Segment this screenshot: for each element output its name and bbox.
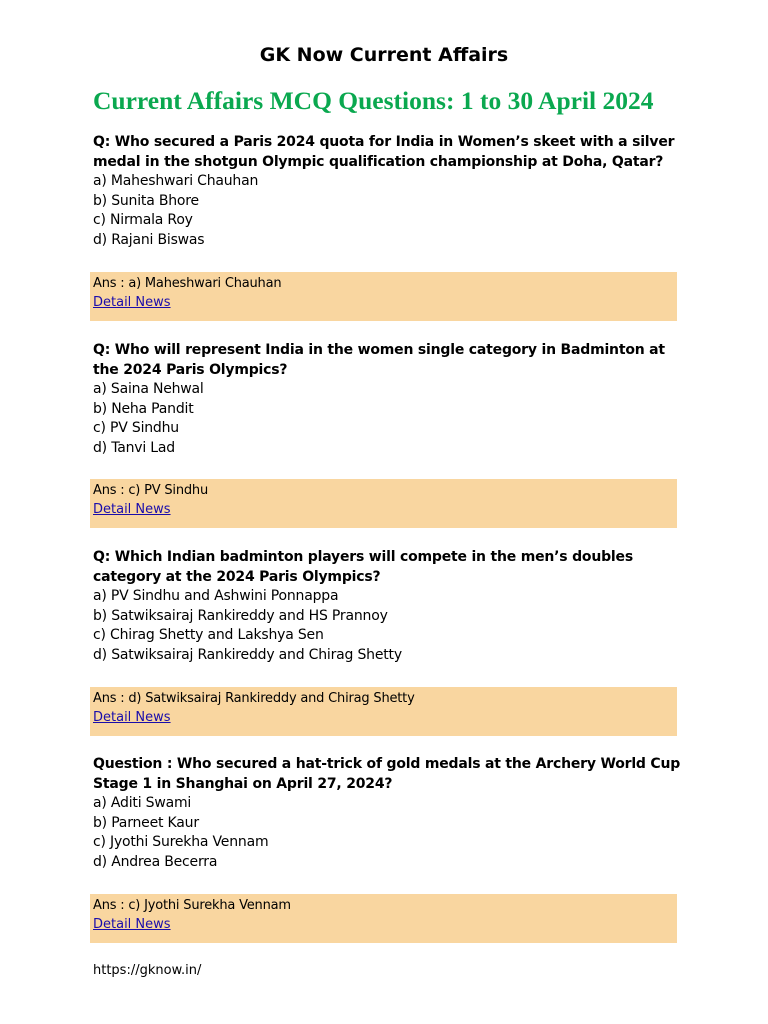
option-d: d) Andrea Becerra	[93, 853, 218, 870]
question-block-1	[93, 133, 683, 250]
option-b: b) Sunita Bhore	[93, 192, 199, 209]
answer-box-2	[90, 479, 677, 528]
option-a: a) PV Sindhu and Ashwini Ponnappa	[93, 588, 339, 604]
option-b: b) Satwiksairaj Rankireddy and HS Prannoy	[93, 607, 388, 624]
option-d: d) Rajani Biswas	[93, 231, 205, 248]
question-text: Question : Who secured a hat-trick of gold medals at the Archery World Cup Stage 1 in Shanghai on April 27, 2024?	[93, 756, 681, 792]
detail-news-link[interactable]: Detail News	[93, 710, 171, 725]
page-title: Current Affairs MCQ Questions: 1 to 30 April 2024	[93, 86, 654, 115]
question-block-2	[93, 341, 683, 458]
question-text: Q: Who secured a Paris 2024 quota for India in Women’s skeet with a silver medal in the shotgun Olympic qualification championship at Doha, Qatar?	[93, 134, 675, 170]
option-d: d) Satwiksairaj Rankireddy and Chirag Shetty	[93, 646, 402, 663]
answer-text: Ans : d) Satwiksairaj Rankireddy and Chirag Shetty	[93, 691, 415, 706]
answer-box-3	[90, 687, 677, 736]
option-a: a) Aditi Swami	[93, 795, 192, 811]
footer-url: https://gknow.in/	[93, 963, 202, 978]
option-c: c) Jyothi Surekha Vennam	[93, 834, 269, 850]
option-c: c) Chirag Shetty and Lakshya Sen	[93, 627, 324, 643]
option-c: c) PV Sindhu	[93, 420, 179, 436]
option-b: b) Neha Pandit	[93, 400, 194, 417]
answer-text: Ans : c) Jyothi Surekha Vennam	[93, 898, 291, 913]
question-text: Q: Which Indian badminton players will compete in the men’s doubles category at the 2024 Paris Olympics?	[93, 549, 633, 585]
question-block-3	[93, 548, 683, 665]
answer-text: Ans : a) Maheshwari Chauhan	[93, 276, 282, 291]
detail-news-link[interactable]: Detail News	[93, 295, 171, 310]
question-text: Q: Who will represent India in the women single category in Badminton at the 2024 Paris Olympics?	[93, 342, 665, 378]
option-b: b) Parneet Kaur	[93, 814, 199, 831]
answer-box-4	[90, 894, 677, 943]
page-header: GK Now Current Affairs	[259, 44, 509, 66]
option-a: a) Maheshwari Chauhan	[93, 173, 259, 189]
answer-text: Ans : c) PV Sindhu	[93, 483, 208, 498]
option-a: a) Saina Nehwal	[93, 381, 204, 397]
detail-news-link[interactable]: Detail News	[93, 917, 171, 932]
option-d: d) Tanvi Lad	[93, 439, 175, 456]
question-block-4	[93, 755, 683, 872]
detail-news-link[interactable]: Detail News	[93, 502, 171, 517]
answer-box-1	[90, 272, 677, 321]
option-c: c) Nirmala Roy	[93, 212, 193, 228]
